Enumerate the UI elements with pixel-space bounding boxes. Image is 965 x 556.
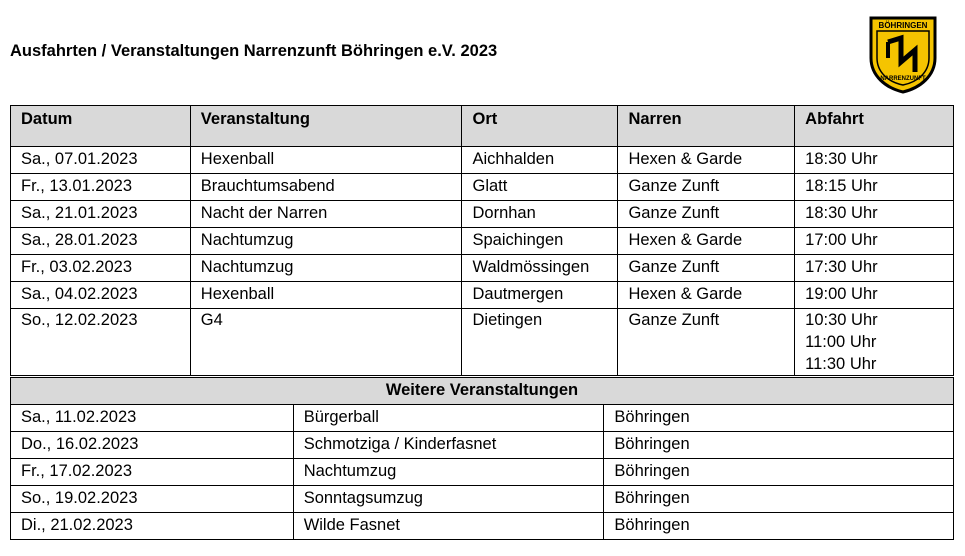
column-header-place: Ort: [462, 106, 618, 147]
date-cell: Sa., 21.01.2023: [11, 201, 191, 228]
table-row: [11, 486, 954, 513]
date-cell: Sa., 11.02.2023: [11, 405, 294, 432]
fools-cell: Ganze Zunft: [618, 309, 795, 376]
further-events-heading-row: [11, 378, 954, 405]
event-cell: Nachtumzug: [190, 228, 462, 255]
fools-cell: Ganze Zunft: [618, 201, 795, 228]
place-cell: Glatt: [462, 174, 618, 201]
fools-cell: Hexen & Garde: [618, 282, 795, 309]
place-cell: Böhringen: [604, 486, 954, 513]
fools-cell: Ganze Zunft: [618, 174, 795, 201]
logo-top-text: BÖHRINGEN: [878, 21, 928, 30]
place-cell: Böhringen: [604, 513, 954, 540]
date-cell: Sa., 28.01.2023: [11, 228, 191, 255]
table-row: [11, 309, 954, 376]
column-header-event: Veranstaltung: [190, 106, 462, 147]
event-cell: Sonntagsumzug: [293, 486, 604, 513]
event-cell: Hexenball: [190, 282, 462, 309]
table-row: [11, 147, 954, 174]
place-cell: Dietingen: [462, 309, 618, 376]
departure-time: 11:00 Uhr: [805, 333, 877, 351]
event-cell: Nachtumzug: [190, 255, 462, 282]
departure-time: 11:30 Uhr: [805, 355, 877, 373]
table-row: [11, 201, 954, 228]
date-cell: Fr., 13.01.2023: [11, 174, 191, 201]
date-cell: Di., 21.02.2023: [11, 513, 294, 540]
date-cell: Sa., 04.02.2023: [11, 282, 191, 309]
event-cell: Nachtumzug: [293, 459, 604, 486]
departure-time: 10:30 Uhr: [805, 311, 878, 329]
date-cell: Fr., 17.02.2023: [11, 459, 294, 486]
fools-cell: Hexen & Garde: [618, 228, 795, 255]
event-cell: Bürgerball: [293, 405, 604, 432]
column-header-fools: Narren: [618, 106, 795, 147]
fools-cell: Hexen & Garde: [618, 147, 795, 174]
table-row: [11, 513, 954, 540]
table-row: [11, 405, 954, 432]
event-cell: Brauchtumsabend: [190, 174, 462, 201]
place-cell: Dautmergen: [462, 282, 618, 309]
place-cell: Böhringen: [604, 432, 954, 459]
place-cell: Böhringen: [604, 405, 954, 432]
place-cell: Dornhan: [462, 201, 618, 228]
place-cell: Spaichingen: [462, 228, 618, 255]
departure-cell: 18:30 Uhr: [795, 147, 954, 174]
date-cell: So., 12.02.2023: [11, 309, 191, 376]
place-cell: Böhringen: [604, 459, 954, 486]
event-cell: Nacht der Narren: [190, 201, 462, 228]
departure-cell: [795, 309, 954, 376]
table-row: [11, 282, 954, 309]
main-table-header-row: [11, 106, 954, 147]
column-header-date: Datum: [11, 106, 191, 147]
table-row: [11, 432, 954, 459]
table-row: [11, 228, 954, 255]
departure-cell: 18:15 Uhr: [795, 174, 954, 201]
departure-cell: 18:30 Uhr: [795, 201, 954, 228]
main-schedule-table: [10, 105, 954, 376]
place-cell: Waldmössingen: [462, 255, 618, 282]
document-title: Ausfahrten / Veranstaltungen Narrenzunft Böhringen e.V. 2023: [10, 42, 498, 60]
table-row: [11, 459, 954, 486]
event-cell: Hexenball: [190, 147, 462, 174]
table-row: [11, 174, 954, 201]
event-cell: Schmotziga / Kinderfasnet: [293, 432, 604, 459]
place-cell: Aichhalden: [462, 147, 618, 174]
date-cell: Fr., 03.02.2023: [11, 255, 191, 282]
fools-cell: Ganze Zunft: [618, 255, 795, 282]
departure-cell: 19:00 Uhr: [795, 282, 954, 309]
date-cell: Sa., 07.01.2023: [11, 147, 191, 174]
date-cell: Do., 16.02.2023: [11, 432, 294, 459]
column-header-departure: Abfahrt: [795, 106, 954, 147]
further-events-heading: Weitere Veranstaltungen: [11, 378, 954, 405]
departure-cell: 17:30 Uhr: [795, 255, 954, 282]
event-cell: G4: [190, 309, 462, 376]
further-events-table: [10, 377, 954, 540]
narrenzunft-shield-logo-icon: [868, 14, 938, 94]
logo-bottom-text: NARRENZUNFT: [880, 76, 926, 82]
table-row: [11, 255, 954, 282]
date-cell: So., 19.02.2023: [11, 486, 294, 513]
event-cell: Wilde Fasnet: [293, 513, 604, 540]
departure-cell: 17:00 Uhr: [795, 228, 954, 255]
